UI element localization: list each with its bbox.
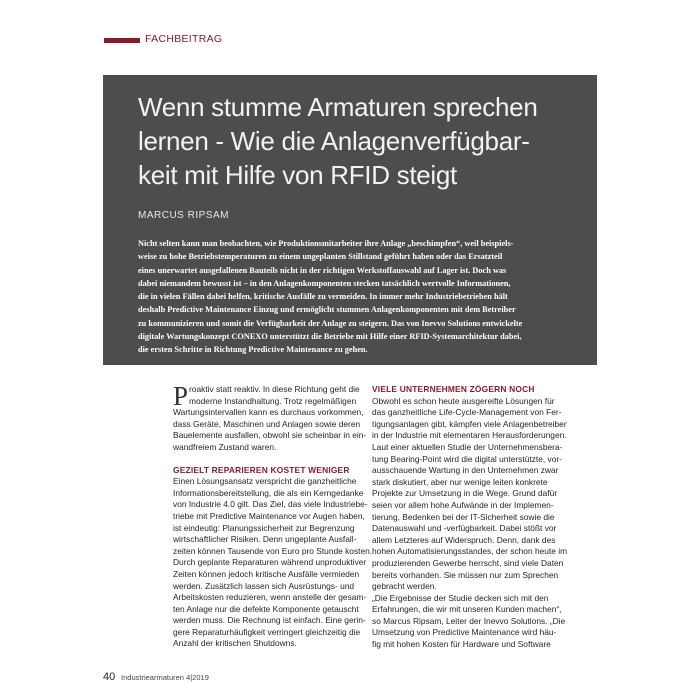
lead-line: deshalb Predictive Maintenance Einzug und ermöglicht stummen Anlagenkomponenten mit dem Betreiber bbox=[138, 305, 516, 315]
body-line: Projekte zur Umsetzung in die Wege. Grund dafür bbox=[372, 488, 558, 499]
body-line: gere Reparaturhäufigkeit verringert gleichzeitig die bbox=[173, 626, 361, 637]
body-line: Obwohl es schon heute ausgereifte Lösungen für bbox=[372, 395, 555, 406]
section-label: FACHBEITRAG bbox=[145, 33, 223, 45]
body-line: Laut einer aktuellen Studie der Unternehmensbera- bbox=[372, 441, 563, 452]
lead-line: digitale Wartungskonzept CONEXO unterstützt die Betriebe mit Hilfe einer RFID-Systemarchitektur dabei, bbox=[138, 332, 522, 342]
body-line: moderne Instandhaltung. Trotz regelmäßigen bbox=[189, 395, 357, 406]
body-line: seien vor allem hohe Aufwände in der Implemen- bbox=[372, 499, 554, 510]
body-line: werden. Zusätzlich lassen sich Ausrüstungs- und bbox=[173, 580, 355, 591]
body-line: Wartungsintervallen kann es durchaus vorkommen, bbox=[173, 407, 364, 418]
body-line: „Die Ergebnisse der Studie decken sich mit den bbox=[372, 592, 549, 603]
body-line: ausschauende Wartung in den Unternehmen zwar bbox=[372, 465, 559, 476]
body-line: wandfreiem Zustand waren. bbox=[173, 441, 277, 452]
article-title bbox=[138, 90, 578, 192]
body-line: ist eindeutig: Planungssicherheit zur Begrenzung bbox=[173, 522, 355, 533]
body-line: so Marcus Ripsam, Leiter der Inevvo Solutions. „Die bbox=[372, 615, 566, 626]
body-line: dass Geräte, Maschinen und Anlagen sowie deren bbox=[173, 418, 361, 429]
body-line: wirtschaftlicher Risiken. Denn ungeplante Ausfall- bbox=[173, 534, 357, 545]
left-column bbox=[173, 381, 373, 650]
body-line: fig mit hohen Kosten für Hardware und Software bbox=[372, 639, 551, 650]
body-line: in der Industrie mit elementaren Herausforderungen. bbox=[372, 430, 567, 441]
body-line: bereits vorhanden. Sie müssen nur zum Sprechen bbox=[372, 569, 559, 580]
body-line: hohen Automatisierungsstandes, der schon heute im bbox=[372, 546, 568, 557]
body-line: triebe mit Predictive Maintenance vor Augen haben, bbox=[173, 510, 365, 521]
page-number: 40 bbox=[103, 671, 116, 683]
right-column bbox=[372, 384, 568, 651]
section-accent-bar bbox=[104, 38, 140, 43]
lead-paragraph bbox=[138, 237, 578, 357]
body-line: Erfahrungen, die wir mit unseren Kunden machen“, bbox=[372, 604, 562, 615]
lead-line: eines unerwartet ausgefallenen Bauteils nicht in der richtigen Werkstoffauswahl auf Lager ist. Doch was bbox=[138, 265, 507, 275]
body-line: zeiten können Tausende von Euro pro Stunde kosten. bbox=[173, 545, 373, 556]
title-line: Wenn stumme Armaturen sprechen bbox=[138, 92, 538, 122]
title-line: lernen - Wie die Anlagenverfügbar- bbox=[138, 126, 530, 156]
lead-line: Nicht selten kann man beobachten, wie Produktionsmitarbeiter ihre Anlage „beschimpfen“, weil beispiels- bbox=[138, 239, 514, 248]
body-line: tung Bearing-Point wird die digital unterstützte, vor- bbox=[372, 453, 562, 464]
page-footer bbox=[103, 671, 209, 683]
body-line: Bauelemente ausfallen, obwohl sie scheinbar in ein- bbox=[173, 430, 367, 441]
body-line: von Industrie 4.0 gilt. Das Ziel, das viele Industriebe- bbox=[173, 499, 368, 510]
body-line: Anzahl der kritischen Shutdowns. bbox=[173, 638, 297, 649]
lead-line: die ersten Schritte in Richtung Predictive Maintenance zu gehen. bbox=[138, 345, 368, 355]
dropcap: P bbox=[173, 381, 189, 411]
body-line: gebracht werden. bbox=[372, 581, 437, 592]
lead-line: die in vielen Fällen dabei helfen, kritische Ausfälle zu vermeiden. In immer mehr Industriebetrieben hält bbox=[138, 292, 508, 302]
body-line: das ganzheitliche Life-Cycle-Management von Fer- bbox=[372, 407, 562, 418]
body-line: Einen Lösungsansatz verspricht die ganzheitliche bbox=[173, 476, 357, 487]
title-line: keit mit Hilfe von RFID steigt bbox=[138, 160, 457, 190]
body-line: Zeiten können jedoch kritische Ausfälle vermieden bbox=[173, 568, 360, 579]
body-line: Arbeitskosten reduzieren, wenn anstelle der gesam- bbox=[173, 592, 367, 603]
magazine-issue: Industriearmaturen 4|2019 bbox=[121, 673, 209, 682]
body-line: allem Letzteres auf Widerspruch. Denn, dank des bbox=[372, 534, 556, 545]
section-heading: VIELE UNTERNEHMEN ZÖGERN NOCH bbox=[372, 384, 535, 394]
body-line: stark diskutiert, aber nur wenige leiten konkrete bbox=[372, 476, 548, 487]
body-line: produzierenden Gewerbe herrscht, sind viele Daten bbox=[372, 557, 564, 568]
author-name: MARCUS RIPSAM bbox=[138, 210, 229, 221]
body-line: tierung, Bedenken bei der IT-Sicherheit sowie die bbox=[372, 511, 555, 522]
body-line: Durch geplante Reparaturen während unproduktiver bbox=[173, 557, 367, 568]
body-line: Informationsbereitstellung, die als ein Kerngedanke bbox=[173, 487, 364, 498]
body-line: werden muss. Die Rechnung ist einfach. Eine gerin- bbox=[173, 615, 366, 626]
body-line: Datenauswahl und -verfügbarkeit. Dabei stößt vor bbox=[372, 523, 557, 534]
lead-line: zu kommunizieren und somit die Verfügbarkeit der Anlage zu steigern. Das von Inevvo Solutions entwickelte bbox=[138, 318, 523, 328]
lead-line: dabei niemandem bewusst ist – in den Anlagenkomponenten stecken tatsächlich wertvolle Informationen, bbox=[138, 278, 511, 288]
body-line: tigungsanlagen gibt, kämpfen viele Anlagenbetreiber bbox=[372, 418, 567, 429]
body-line: roaktiv statt reaktiv. In diese Richtung geht die bbox=[189, 384, 360, 394]
body-line: Umsetzung von Predictive Maintenance wird häu- bbox=[372, 627, 557, 638]
section-heading: GEZIELT REPARIEREN KOSTET WENIGER bbox=[173, 464, 350, 475]
body-line: ten Anlage nur die defekte Komponente getauscht bbox=[173, 603, 359, 614]
lead-line: weise zu hohe Betriebstemperaturen zu einem ungeplanten Stillstand geführt haben oder das Ersatzteil bbox=[138, 252, 503, 262]
